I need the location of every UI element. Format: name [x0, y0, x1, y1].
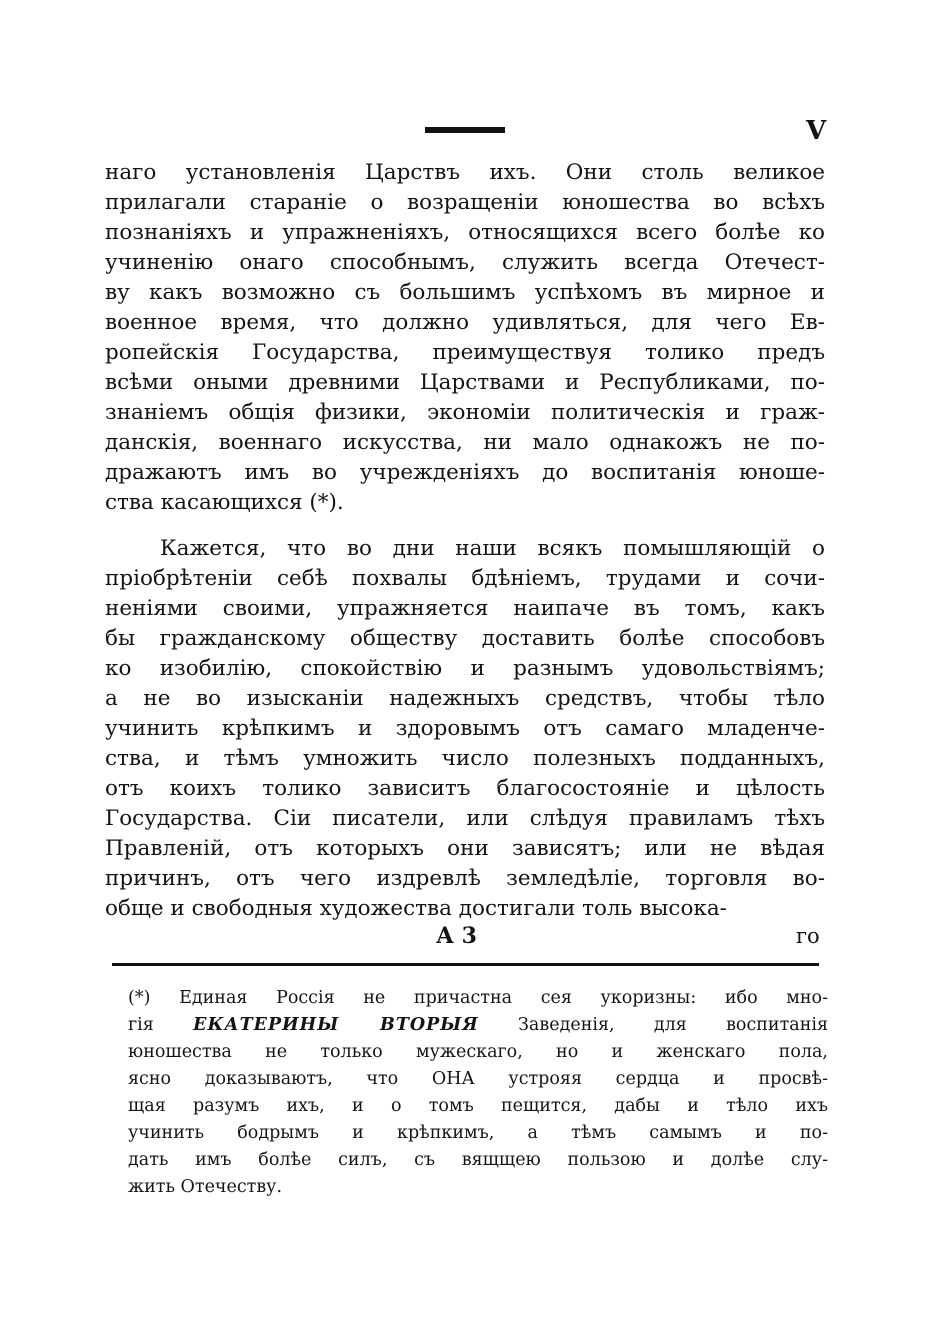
footnote-line: дать имъ болѣе силъ, съ вящщею пользою и долѣе слу- — [128, 1150, 828, 1170]
footnote-line: ясно доказываютъ, что ОНА устрояя сердца и просвѣ- — [128, 1069, 828, 1089]
text-line: наго установленія Царствъ ихъ. Они столь великое — [105, 160, 825, 185]
footnote-emphasis: ЕКАТЕРИНЫ ВТОРЫЯ — [193, 1015, 479, 1035]
text-line: бы гражданскому обществу доставить болѣе способовъ — [105, 626, 825, 651]
footnote-text: Заведенія, для воспитанія — [518, 1015, 828, 1035]
signature-mark: А 3 — [436, 923, 477, 949]
footnote-text: Единая Россія не причастна сея укоризны: ибо мно- — [179, 988, 828, 1008]
footnote-line: щая разумъ ихъ, и о томъ пещится, дабы и тѣло ихъ — [128, 1096, 828, 1116]
text-line: знаніемъ общія физики, экономіи политическія и граж- — [105, 400, 825, 425]
footnote-line: жить Отечеству. — [128, 1177, 283, 1197]
text-line: данскія, военнаго искусства, ни мало однакожъ не по- — [105, 430, 825, 455]
footnote-rule — [112, 963, 819, 966]
footnote-marker: (*) — [128, 988, 151, 1008]
text-line: ства касающихся (*). — [105, 490, 344, 515]
footnote-line: учинить бодрымъ и крѣпкимъ, а тѣмъ самымъ и по- — [128, 1123, 828, 1143]
footnote-line — [128, 985, 828, 1012]
text-line: ву какъ возможно съ большимъ успѣхомъ въ мирное и — [105, 280, 825, 305]
footnote — [128, 985, 828, 1201]
header-rule — [425, 127, 505, 133]
main-text — [105, 158, 825, 924]
text-line: Государства. Сіи писатели, или слѣдуя правиламъ тѣхъ — [105, 806, 825, 831]
paragraph-1 — [105, 158, 825, 518]
footnote-rest — [128, 1039, 828, 1201]
text-line: а не во изысканіи надежныхъ средствъ, чтобы тѣло — [105, 686, 825, 711]
text-line: Правленій, отъ которыхъ они зависятъ; или не вѣдая — [105, 836, 825, 861]
text-line: пріобрѣтеніи себѣ похвалы бдѣніемъ, трудами и сочи- — [105, 566, 825, 591]
text-line: отъ коихъ толико зависитъ благосостояніе и цѣлость — [105, 776, 825, 801]
text-line: познаніяхъ и упражненіяхъ, относящихся всего болѣе ко — [105, 220, 825, 245]
text-line: учиненію онаго способнымъ, служить всегда Отечест- — [105, 250, 825, 275]
text-line: ко изобилію, спокойствію и разнымъ удовольствіямъ; — [105, 656, 825, 681]
text-line: всѣми оными древними Царствами и Республиками, по- — [105, 370, 825, 395]
text-line: неніями своими, упражняется наипаче въ томъ, какъ — [105, 596, 825, 621]
footnote-line: юношества не только мужескаго, но и женскаго пола, — [128, 1042, 828, 1062]
text-line: дражаютъ имъ во учрежденіяхъ до воспитанія юноше- — [105, 460, 825, 485]
catchword: го — [796, 924, 820, 948]
text-line: ропейскія Государства, преимуществуя толико предъ — [105, 340, 825, 365]
text-line: учинить крѣпкимъ и здоровымъ отъ самаго младенче- — [105, 716, 825, 741]
page-number: V — [806, 116, 827, 146]
footnote-text: гія — [128, 1015, 154, 1035]
text-line: Кажется, что во дни наши всякъ помышляющій о — [160, 536, 825, 561]
text-line: причинъ, отъ чего издревлѣ земледѣліе, торговля во- — [105, 866, 825, 891]
footnote-line — [128, 1012, 828, 1039]
text-line: военное время, что должно удивляться, для чего Ев- — [105, 310, 825, 335]
paragraph-2 — [105, 534, 825, 924]
text-line: обще и свободныя художества достигали толь высока- — [105, 896, 727, 921]
text-line: прилагали стараніе о возращеніи юношества во всѣхъ — [105, 190, 825, 215]
text-line: ства, и тѣмъ умножить число полезныхъ подданныхъ, — [105, 746, 825, 771]
